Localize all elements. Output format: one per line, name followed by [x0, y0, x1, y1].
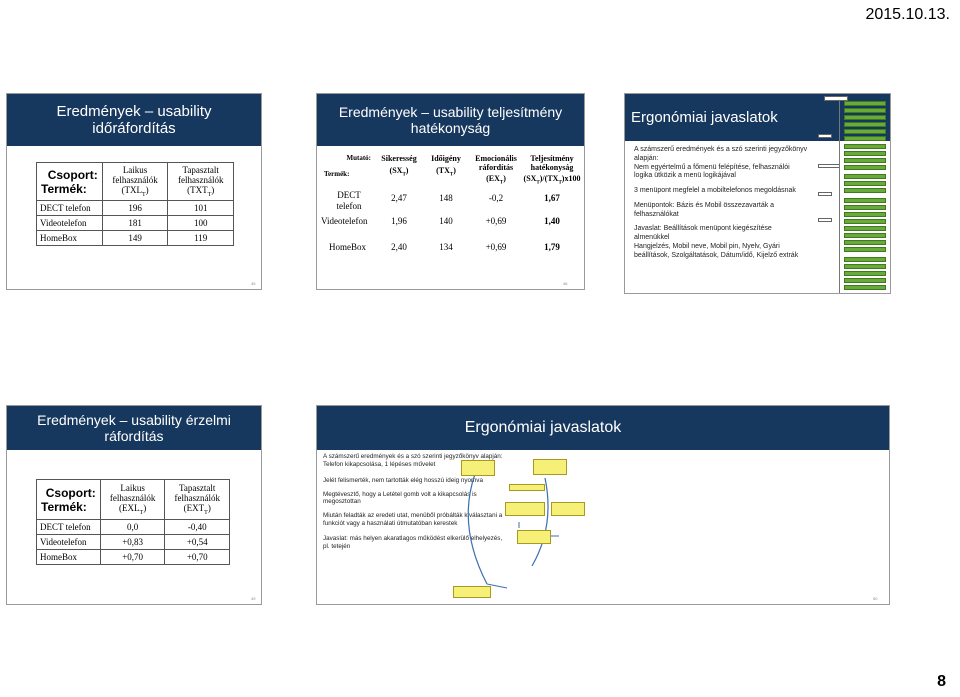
table-row: Videotelefon +0,83 +0,54	[37, 535, 230, 550]
slide-performance-efficiency	[316, 93, 585, 290]
table-row: DECT telefon 2,47 148 -0,2 1,67	[336, 190, 560, 211]
slide-title: Eredmények – usability időráfordítás	[7, 94, 261, 146]
suggestion-bullets: A számszerű eredmények és a szó szerinti jegyzőkönyv alapján: Nem egyértelmű a főmenü felépítése, felhasználói logika ütközik a menü logikájával 3 menüpont megfelel a mobiltelefonos megoldásnak Menüpontok: Bázis és Mobil összezavarták a felhasználókat Javaslat: Beállítások menüpont kiegészítése almenükkel Hangjelzés, Mobil neve, Mobil pin, Nyelv, Gyári beállítások, Szolgáltatások, Dátum/idő, Kijelző extrák	[634, 146, 808, 259]
slide-ergonomic-suggestions-poweroff	[316, 405, 890, 605]
page-date: 2015.10.13.	[865, 6, 950, 23]
slide-number: 49	[251, 596, 256, 601]
col-header-expert: Tapasztalt felhasználók $(TXT_T)$	[168, 163, 234, 201]
col-header-efficiency: Teljesítmény hatékonyság $(SX_T)/(TX_T)x100$	[523, 154, 581, 186]
col-header-emotional: Emocionális ráfordítás $(EX_T)$	[475, 154, 517, 186]
slide-number: 46	[563, 281, 568, 286]
col-header-novice: Laikus felhasználók $(TXL_T)$	[102, 163, 168, 201]
slide-ergonomic-suggestions-menu	[624, 93, 891, 294]
menu-tree-diagram	[809, 94, 891, 294]
table-row: HomeBox 149 119	[37, 231, 234, 246]
suggestion-bullets: A számszerű eredmények és a szó szerinti jegyzőkönyv alapján: Telefon kikapcsolása, 1 lépéses művelet Jelét felismerték, nem tartották elég hosszú ideig nyomva Megtévesztő, hogy a Letétel gomb volt a kikapcsolás is megosztottan Miután feladták az eredeti utat, menüből próbálták kiválasztani a funkciót vagy a használati útmutatóban kerestek Javaslat: más helyen akaratlagos működést elkerülő elhelyezés, pl. tetején	[323, 453, 503, 550]
slide-emotional-effort	[6, 405, 262, 605]
slide-title: Eredmények – usability teljesítmény hatékonyság	[317, 94, 584, 146]
slide-title: Eredmények – usability érzelmi ráfordítás	[7, 406, 261, 450]
flow-arrows	[447, 456, 587, 601]
table-row: HomeBox 2,40 134 +0,69 1,79	[329, 242, 560, 252]
slide-number: 50	[873, 596, 878, 601]
mutato-termek-header: Mutató: Termék:	[324, 154, 371, 178]
table-row: DECT telefon 196 101	[37, 201, 234, 216]
emotional-effort-table	[36, 479, 230, 565]
col-header-success: Sikeresség $(SX_T)$	[381, 154, 417, 178]
table-row: Videotelefon 181 100	[37, 216, 234, 231]
performance-table	[321, 152, 583, 262]
table-row: HomeBox +0,70 +0,70	[37, 550, 230, 565]
group-product-header: Csoport: Termék:	[37, 480, 101, 520]
group-product-header: Csoport: Termék:	[37, 163, 103, 201]
time-effort-table	[36, 162, 234, 246]
slide-title: Ergonómiai javaslatok	[317, 406, 889, 450]
col-header-time: Időigény $(TX_T)$	[431, 154, 461, 178]
col-header-expert: Tapasztalt felhasználók $(EXT_T)$	[165, 480, 230, 520]
slide-time-effort	[6, 93, 262, 290]
table-row: Videotelefon 1,96 140 +0,69 1,40	[321, 216, 560, 226]
page-number: 8	[937, 673, 946, 690]
table-row: DECT telefon 0,0 -0,40	[37, 520, 230, 535]
slide-title: Ergonómiai javaslatok	[625, 94, 890, 141]
col-header-novice: Laikus felhasználók $(EXL_T)$	[100, 480, 165, 520]
slide-number: 45	[251, 281, 256, 286]
poweroff-flow-diagram	[447, 456, 587, 601]
